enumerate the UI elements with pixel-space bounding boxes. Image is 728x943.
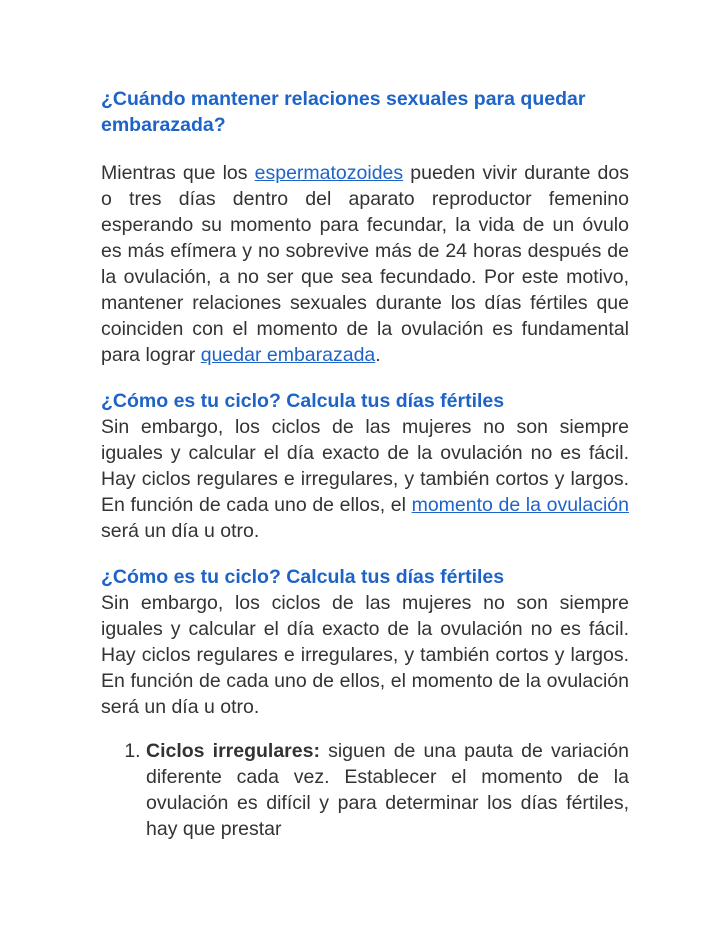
list-item-text: siguen de una pauta de variación diferente cada vez. Establecer el momento de la ovulación es difícil y para determinar los días fértiles, hay que prestar	[146, 740, 629, 840]
section3-paragraph: Sin embargo, los ciclos de las mujeres no son siempre iguales y calcular el día exacto de la ovulación no es fácil. Hay ciclos regulares e irregulares, y también cortos y largos. En función de cada uno de ellos, el momento de la ovulación será un día u otro.	[101, 592, 629, 718]
section1-text-b: pueden vivir durante dos o tres días dentro del aparato reproductor femenino esperando su momento para fecundar, la vida de un óvulo es más efímera y no sobrevive más de 24 horas después de la ovulación, a no ser que sea fecundado. Por este motivo, mantener relaciones sexuales durante los días fértiles que coinciden con el momento de la ovulación es fundamental para lograr	[101, 162, 629, 366]
momento-ovulacion-link[interactable]: momento de la ovulación	[411, 494, 629, 516]
quedar-embarazada-link[interactable]: quedar embarazada	[200, 344, 376, 366]
list-item-term: Ciclos irregulares:	[146, 740, 320, 762]
section1-heading: ¿Cuándo mantener relaciones sexuales para quedar embarazada?	[101, 88, 586, 136]
section1-text-a: Mientras que los	[101, 162, 255, 184]
section3-heading: ¿Cómo es tu ciclo? Calcula tus días fértiles	[101, 566, 505, 588]
section1-paragraph	[101, 160, 629, 368]
cycle-types-list	[101, 738, 629, 842]
section2-heading: ¿Cómo es tu ciclo? Calcula tus días fértiles	[101, 390, 505, 412]
document-page	[101, 86, 629, 842]
section2-text-b: será un día u otro.	[101, 520, 260, 542]
section2-paragraph	[101, 414, 629, 544]
espermatozoides-link[interactable]: espermatozoides	[254, 162, 404, 184]
section1-text-c: .	[375, 344, 381, 366]
list-item	[146, 738, 629, 842]
section2-text-a: Sin embargo, los ciclos de las mujeres no son siempre iguales y calcular el día exacto de la ovulación no es fácil. Hay ciclos regulares e irregulares, y también cortos y largos. En función de cada uno de ellos, el	[101, 416, 629, 516]
